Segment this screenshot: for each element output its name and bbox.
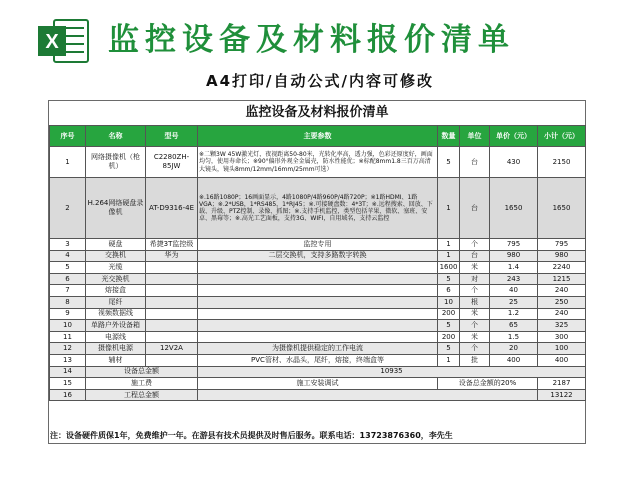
cell-qty[interactable]: 5: [438, 147, 460, 178]
summary-row-project-total: [50, 389, 586, 401]
cell-unit[interactable]: 个: [460, 239, 490, 251]
cell-subtotal[interactable]: 300: [538, 331, 586, 343]
summary-label[interactable]: 施工费: [86, 378, 198, 390]
cell-name[interactable]: 单路户外设备箱: [86, 320, 146, 332]
summary-rate[interactable]: 设备总金额的20%: [438, 378, 538, 390]
cell-spec[interactable]: [198, 308, 438, 320]
table-row: [50, 320, 586, 332]
cell-qty[interactable]: 1: [438, 354, 460, 366]
header-cell[interactable]: 主要参数: [198, 126, 438, 147]
cell-price[interactable]: 25: [490, 296, 538, 308]
table-row: [50, 343, 586, 355]
summary-desc[interactable]: 施工安装调试: [198, 378, 438, 390]
cell-model[interactable]: [146, 273, 198, 285]
cell-subtotal[interactable]: 2150: [538, 147, 586, 178]
cell-price[interactable]: 65: [490, 320, 538, 332]
summary-value[interactable]: 10935: [198, 366, 586, 378]
cell-model[interactable]: [146, 262, 198, 274]
footer-note: 注：设备硬件质保1年，免费维护一年。在游县有技术员提供及时售后服务。联系电话：13723876360，李先生: [50, 431, 453, 440]
cell-model[interactable]: [146, 320, 198, 332]
cell-price[interactable]: 1.5: [490, 331, 538, 343]
cell-unit[interactable]: 台: [460, 250, 490, 262]
cell-name[interactable]: 视频数据线: [86, 308, 146, 320]
cell-qty[interactable]: 1: [438, 178, 460, 239]
header-cell[interactable]: 单价（元）: [490, 126, 538, 147]
header-cell[interactable]: 序号: [50, 126, 86, 147]
cell-subtotal[interactable]: 980: [538, 250, 586, 262]
cell-name[interactable]: 交换机: [86, 250, 146, 262]
table-row: [50, 285, 586, 297]
cell-spec[interactable]: [198, 273, 438, 285]
logo-letter: X: [45, 31, 59, 53]
banner-title: 监控设备及材料报价清单: [108, 22, 515, 58]
cell-qty[interactable]: 1600: [438, 262, 460, 274]
cell-qty[interactable]: 10: [438, 296, 460, 308]
cell-unit[interactable]: 台: [460, 178, 490, 239]
cell-qty[interactable]: 200: [438, 308, 460, 320]
cell-unit[interactable]: 个: [460, 343, 490, 355]
cell-price[interactable]: 795: [490, 239, 538, 251]
cell-unit[interactable]: 批: [460, 354, 490, 366]
cell-no[interactable]: 7: [50, 285, 86, 297]
table-row: [50, 354, 586, 366]
cell-unit[interactable]: 米: [460, 262, 490, 274]
header-cell[interactable]: 型号: [146, 126, 198, 147]
cell-price[interactable]: 1.4: [490, 262, 538, 274]
cell-unit[interactable]: 台: [460, 147, 490, 178]
cell-qty[interactable]: 5: [438, 320, 460, 332]
cell-unit[interactable]: 根: [460, 296, 490, 308]
cell-qty[interactable]: 1: [438, 250, 460, 262]
cell-name[interactable]: H.264网络硬盘录像机: [86, 178, 146, 239]
cell-unit[interactable]: 米: [460, 331, 490, 343]
cell-price[interactable]: 243: [490, 273, 538, 285]
table-row: [50, 250, 586, 262]
cell-no[interactable]: 13: [50, 354, 86, 366]
cell-no[interactable]: 3: [50, 239, 86, 251]
summary-label[interactable]: 设备总金额: [86, 366, 198, 378]
cell-subtotal[interactable]: 400: [538, 354, 586, 366]
cell-qty[interactable]: 200: [438, 331, 460, 343]
cell-price[interactable]: 1.2: [490, 308, 538, 320]
sheet-title: 监控设备及材料报价清单: [245, 105, 389, 120]
cell-no[interactable]: 4: [50, 250, 86, 262]
cell-spec[interactable]: [198, 331, 438, 343]
cell-name[interactable]: 熔接盒: [86, 285, 146, 297]
cell-price[interactable]: 20: [490, 343, 538, 355]
cell-no[interactable]: 1: [50, 147, 86, 178]
cell-no[interactable]: 12: [50, 343, 86, 355]
table-row: [50, 262, 586, 274]
summary-value[interactable]: 2187: [538, 378, 586, 390]
cell-subtotal[interactable]: 2240: [538, 262, 586, 274]
cell-price[interactable]: 40: [490, 285, 538, 297]
cell-spec[interactable]: 监控专用: [198, 239, 438, 251]
cell-spec[interactable]: 为摄像机提供稳定的工作电流: [198, 343, 438, 355]
cell-no[interactable]: 15: [50, 378, 86, 390]
cell-no[interactable]: 2: [50, 178, 86, 239]
table-row: [50, 239, 586, 251]
table-row: [50, 308, 586, 320]
header-cell[interactable]: 单位: [460, 126, 490, 147]
summary-label[interactable]: 工程总金额: [86, 389, 198, 401]
cell-qty[interactable]: 1: [438, 239, 460, 251]
table-row: [50, 178, 586, 239]
cell-subtotal[interactable]: 240: [538, 285, 586, 297]
cell-model[interactable]: 12V2A: [146, 343, 198, 355]
cell-spec[interactable]: 二层交换机，支持多路数字转换: [198, 250, 438, 262]
cell-subtotal[interactable]: 1215: [538, 273, 586, 285]
cell-no[interactable]: 16: [50, 389, 86, 401]
cell-subtotal[interactable]: 100: [538, 343, 586, 355]
cell-name[interactable]: 摄像机电源: [86, 343, 146, 355]
cell-price[interactable]: 400: [490, 354, 538, 366]
table-row: [50, 273, 586, 285]
cell-unit[interactable]: 个: [460, 285, 490, 297]
summary-row-construction-fee: [50, 378, 586, 390]
cell-name[interactable]: 硬盘: [86, 239, 146, 251]
table-row: [50, 147, 586, 178]
cell-spec[interactable]: ※二颗3W 45W激光灯，夜视距离50-80米，光转化率高，透力强，色彩还原度好，画面均匀，使用寿命长；※90°偏形外观全金属壳，防水性能优；※标配8mm1.8三百万高清大镜头，镜头8mm/12mm/16mm/25mm可选）: [198, 147, 438, 178]
cell-model[interactable]: 华为: [146, 250, 198, 262]
banner: [0, 0, 640, 94]
cell-unit[interactable]: 个: [460, 320, 490, 332]
cell-model[interactable]: [146, 331, 198, 343]
cell-unit[interactable]: 米: [460, 308, 490, 320]
cell-price[interactable]: 430: [490, 147, 538, 178]
cell-model[interactable]: AT-D9316-4E: [146, 178, 198, 239]
cell-subtotal[interactable]: 1650: [538, 178, 586, 239]
cell-name[interactable]: 光交换机: [86, 273, 146, 285]
cell-subtotal[interactable]: 325: [538, 320, 586, 332]
excel-logo-icon: [36, 18, 90, 64]
header-cell[interactable]: 小计（元）: [538, 126, 586, 147]
cell-qty[interactable]: 6: [438, 285, 460, 297]
cell-model[interactable]: [146, 285, 198, 297]
table-row: [50, 331, 586, 343]
cell-price[interactable]: 980: [490, 250, 538, 262]
banner-subtitle: A4打印/自动公式/内容可修改: [205, 72, 434, 90]
cell-spec[interactable]: [198, 296, 438, 308]
cell-spec[interactable]: [198, 262, 438, 274]
cell-name[interactable]: 尾纤: [86, 296, 146, 308]
cell-model[interactable]: [146, 354, 198, 366]
cell-subtotal[interactable]: 250: [538, 296, 586, 308]
summary-empty[interactable]: [198, 389, 538, 401]
cell-spec[interactable]: ※.16路1080P；16画面显示，4路1080P/4路960P/4路720P；※1路HDMI、1路VGA；※.2*USB，1*RS485，1*RJ45；※.可接硬盘数：4*3T；※.远程搜索、回放、下载、升级、PTZ控制、录像、抓图；※.支持手机监控，类型包括苹果、微软、塞班、安卓、黑莓等；※.高光工艺面板，支持3G、WIFI，自用域名，支持云监控: [198, 178, 438, 239]
header-cell[interactable]: 名称: [86, 126, 146, 147]
cell-spec[interactable]: [198, 285, 438, 297]
cell-price[interactable]: 1650: [490, 178, 538, 239]
cell-no[interactable]: 8: [50, 296, 86, 308]
cell-no[interactable]: 14: [50, 366, 86, 378]
cell-model[interactable]: 希捷3T监控级: [146, 239, 198, 251]
cell-model[interactable]: [146, 308, 198, 320]
quote-sheet: [48, 100, 586, 444]
quote-table: [49, 125, 586, 401]
summary-row-equipment-total: [50, 366, 586, 378]
header-cell[interactable]: 数量: [438, 126, 460, 147]
cell-model[interactable]: C2280ZH-85JW: [146, 147, 198, 178]
table-row: [50, 296, 586, 308]
header-row: [50, 126, 586, 147]
cell-spec[interactable]: PVC管材、水晶头，尾纤，熔接，终端盒等: [198, 354, 438, 366]
cell-spec[interactable]: [198, 320, 438, 332]
cell-model[interactable]: [146, 296, 198, 308]
cell-qty[interactable]: 5: [438, 343, 460, 355]
cell-no[interactable]: 9: [50, 308, 86, 320]
cell-name[interactable]: 电源线: [86, 331, 146, 343]
cell-unit[interactable]: 对: [460, 273, 490, 285]
summary-value[interactable]: 13122: [538, 389, 586, 401]
cell-subtotal[interactable]: 240: [538, 308, 586, 320]
cell-no[interactable]: 5: [50, 262, 86, 274]
cell-subtotal[interactable]: 795: [538, 239, 586, 251]
cell-name[interactable]: 光缆: [86, 262, 146, 274]
cell-no[interactable]: 6: [50, 273, 86, 285]
cell-name[interactable]: 网络摄像机（枪机）: [86, 147, 146, 178]
cell-name[interactable]: 辅材: [86, 354, 146, 366]
cell-qty[interactable]: 5: [438, 273, 460, 285]
cell-no[interactable]: 10: [50, 320, 86, 332]
cell-no[interactable]: 11: [50, 331, 86, 343]
